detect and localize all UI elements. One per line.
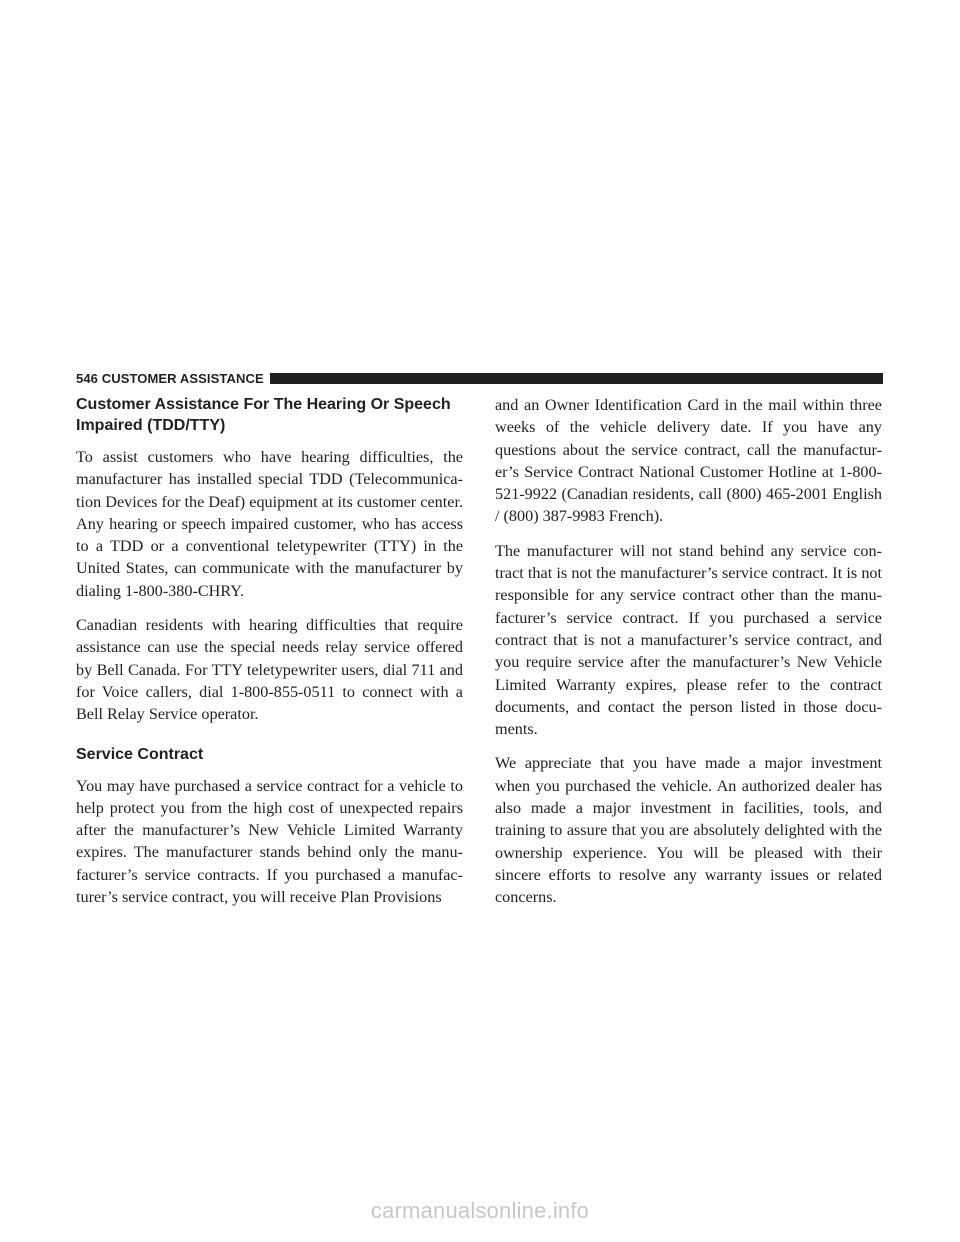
page-number-and-section bbox=[76, 371, 264, 386]
paragraph-owner-card: and an Owner Identification Card in the mail within three weeks of the vehicle delivery date. If you have any questions about the service contract, call the manufactur-er’s Service Contract National Customer Hotline at 1-800-521-9922 (Canadian residents, call (800) 465-2001 English / (800) 387-9983 French). bbox=[495, 396, 882, 526]
left-column bbox=[76, 394, 463, 920]
right-column bbox=[495, 394, 882, 921]
paragraph-tdd-intro: To assist customers who have hearing difficulties, the manufacturer has installed special TDD (Telecommunica-tion Devices for the Deaf) equipment at its customer center. Any hearing or speech impaired customer, who has access to a TDD or a conventional teletypewriter (TTY) in the United States, can communicate with the manufacturer by dialing 1-800-380-CHRY. bbox=[76, 448, 463, 600]
paragraph-not-manufacturer-contract: The manufacturer will not stand behind any service con-tract that is not the manufacturer’s service contract. It is not responsible for any service contract other than the manu-facturer’s service contract. If you purchased a service contract that is not a manufacturer’s service contract, and you require service after the manufacturer’s New Vehicle Limited Warranty expires, please refer to the contract documents, and contact the person listed in those docu-ments. bbox=[495, 541, 882, 739]
heading-tdd-tty: Customer Assistance For The Hearing Or Speech Impaired (TDD/TTY) bbox=[76, 396, 451, 434]
paragraph-appreciation: We appreciate that you have made a major investment when you purchased the vehicle. An authorized dealer has also made a major investment in facilities, tools, and training to assure that you are absolutely delighted with the ownership experience. You will be pleased with their sincere efforts to resolve any warranty issues or related concerns. bbox=[495, 754, 882, 907]
page-number: 546 bbox=[76, 370, 98, 386]
watermark-text: carmanualsonline.info bbox=[370, 1198, 590, 1223]
header-rule-bar bbox=[270, 373, 883, 384]
paragraph-service-contract: You may have purchased a service contract for a vehicle to help protect you from the high cost of unexpected repairs after the manufacturer’s New Vehicle Limited Warranty expires. The manufacturer stands behind only the manu-facturer’s service contracts. If you purchased a manufac-turer’s service contract, you will receive Plan Provisions bbox=[76, 776, 463, 907]
section-title: CUSTOMER ASSISTANCE bbox=[101, 370, 264, 386]
paragraph-canadian-relay: Canadian residents with hearing difficulties that require assistance can use the special needs relay service offered by Bell Canada. For TTY teletypewriter users, dial 711 and for Voice callers, dial 1-800-855-0511 to connect with a Bell Relay Service operator. bbox=[76, 616, 463, 724]
heading-service-contract: Service Contract bbox=[76, 745, 204, 763]
page-header bbox=[76, 370, 883, 386]
